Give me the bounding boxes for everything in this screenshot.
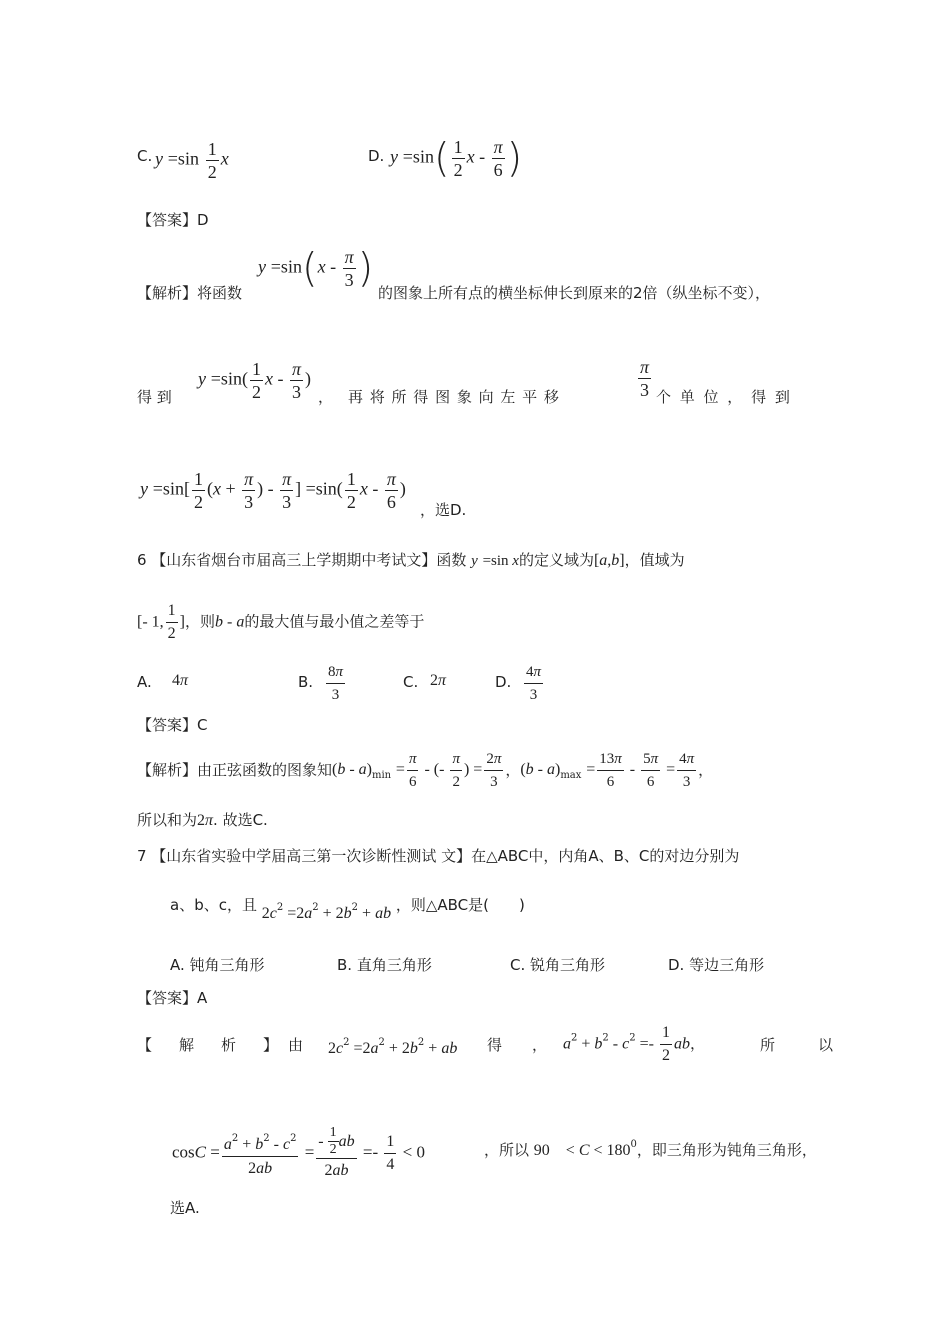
q6-stem2-end: ，则 [184, 612, 215, 631]
q7-suoyi: 所 以 [760, 1036, 848, 1054]
option-c-formula: y =sin $\frac{1}{2}$ x [155, 139, 229, 182]
q7-stem2-b: ，则△ABC是( ) [395, 896, 525, 914]
q5-formula-stretched: y =sin( $\frac{1}{2}$ x - $\frac{\pi}{3}$ ) [198, 359, 311, 402]
q5-unit-text: 个 单 位 ， 得 到 [656, 388, 792, 406]
q7-stem2-a: a、b、c，且 [170, 896, 257, 914]
q7-conclusion-b: ，即三角形为钝角三角形， [636, 1141, 817, 1159]
q6-conclusion-b: . 故选C. [213, 811, 268, 829]
q6-conclusion-a: 所以和为 [137, 811, 198, 829]
q7-stem: 7 【山东省实验中学届高三第一次诊断性测试 文】在△ABC中，内角A、B、C的对边分别为 [137, 847, 740, 865]
q5-comma: ， [318, 388, 334, 406]
q5-answer: 【答案】D [137, 211, 209, 229]
q7-analysis-label: 【 解 析 】 [137, 1036, 285, 1054]
q6-conclusion: 所以和为2π. 故选C. [137, 811, 268, 829]
q5-formula-original: y =sin(x - $\frac{\pi}{3}$ ) [258, 245, 374, 292]
q5-analysis-text: 的图象上所有点的横坐标伸长到原来的2倍（纵坐标不变）， [378, 284, 771, 302]
q7-opt-d: D. 等边三角形 [668, 956, 765, 974]
q5-shift-amount: $\frac{\pi}{3}$ [640, 357, 650, 400]
q6-opt-b-value: $\frac{8\pi}{3}$ [324, 660, 347, 706]
q5-formula-result: y =sin[ $\frac{1}{2}$ (x + $\frac{\pi}{3}$ ) - $\frac{\pi}{3}$ ] =sin( $\frac{1}{2}$ x - $\frac{\pi}{6}$ ) [140, 469, 406, 512]
q5-move-text: 再 将 所 得 图 象 向 左 平 移 [348, 388, 560, 406]
q6-stem-line1: 6 【山东省烟台市届高三上学期期中考试文】函数 y =sin x的定义域为[a,b]，值域为 [137, 551, 685, 569]
q7-stem-line2: a、b、c，且 2c2 =2a2 + 2b2 + ab ，则△ABC是( ) [170, 896, 525, 922]
q6-analysis: 【解析】由正弦函数的图象知$(b - a)_{min}$ = $\frac{\pi}{6}$ - (- $\frac{\pi}{2}$ ) = $\frac{2\pi}{3}$ ，$(b - a)_{max}$ = $\frac{13\pi}{6}$ - $\frac{5\pi}{6}$ = $\frac{4\pi}{3}$ ， [137, 747, 713, 793]
q5-select: ，选D. [420, 501, 467, 519]
q6-opt-c-label: C. [403, 673, 419, 691]
q5-de-dao: 得 到 [137, 388, 172, 406]
q6-analysis-label: 【解析】由正弦函数的图象知 [137, 761, 333, 779]
q7-opt-a: A. 钝角三角形 [170, 956, 265, 974]
q6-stem-prefix: 6 【山东省烟台市届高三上学期期中考试文】函数 [137, 551, 467, 569]
q6-answer: 【答案】C [137, 716, 208, 734]
q6-opt-b-label: B. [298, 673, 314, 691]
q7-de: 得 ， [487, 1036, 548, 1054]
q6-stem-mid: 的定义域为 [518, 551, 594, 569]
q6-opt-c-value: 2π [430, 672, 447, 689]
q6-comma: ， [505, 761, 521, 779]
option-d-label: D. [368, 147, 385, 165]
q7-opt-c: C. 锐角三角形 [510, 956, 606, 974]
q6-stem-end: ，值域为 [624, 551, 685, 569]
q7-derived-equation: $a^2 + b^2 - c^2$ =- $\frac{1}{2}$ ab， [563, 1024, 705, 1064]
q6-stem-line2: [- 1, $\frac{1}{2}$ ]，则b - a的最大值与最小值之差等于 [137, 602, 425, 642]
q6-opt-a-value: 4π [172, 672, 189, 689]
q5-analysis-label: 【解析】将函数 [137, 284, 243, 302]
q7-by: 由 [288, 1036, 304, 1054]
q7-conclusion-a: ，所以 [484, 1141, 530, 1159]
q7-cos-conclusion: ，所以 90 < $C < 180^0$，即三角形为钝角三角形， [484, 1139, 817, 1159]
q6-stem2-tail: 的最大值与最小值之差等于 [244, 612, 425, 631]
q7-opt-b: B. 直角三角形 [337, 956, 432, 974]
q7-cos-formula: cosC = $\frac{a^2 + b^2 - c^2}{2ab}$ = - $\frac{1}{2}$ ab 2ab =- $\frac{1}{4}$ < 0 [172, 1125, 425, 1179]
option-c-label: C. [137, 147, 153, 165]
q7-final: 选A. [170, 1199, 200, 1217]
q7-answer: 【答案】A [137, 989, 208, 1007]
q6-opt-d-label: D. [495, 673, 512, 691]
q6-opt-d-value: $\frac{4\pi}{3}$ [522, 660, 545, 706]
option-d-formula: y =sin( $\frac{1}{2}$ x - $\frac{\pi}{6}$ ) [390, 135, 523, 182]
q6-opt-a-label: A. [137, 673, 152, 691]
q6-comma2: ， [698, 761, 714, 779]
q7-given-equation: $2c^2 =2a^2 + 2b^2$ + ab [328, 1037, 458, 1057]
